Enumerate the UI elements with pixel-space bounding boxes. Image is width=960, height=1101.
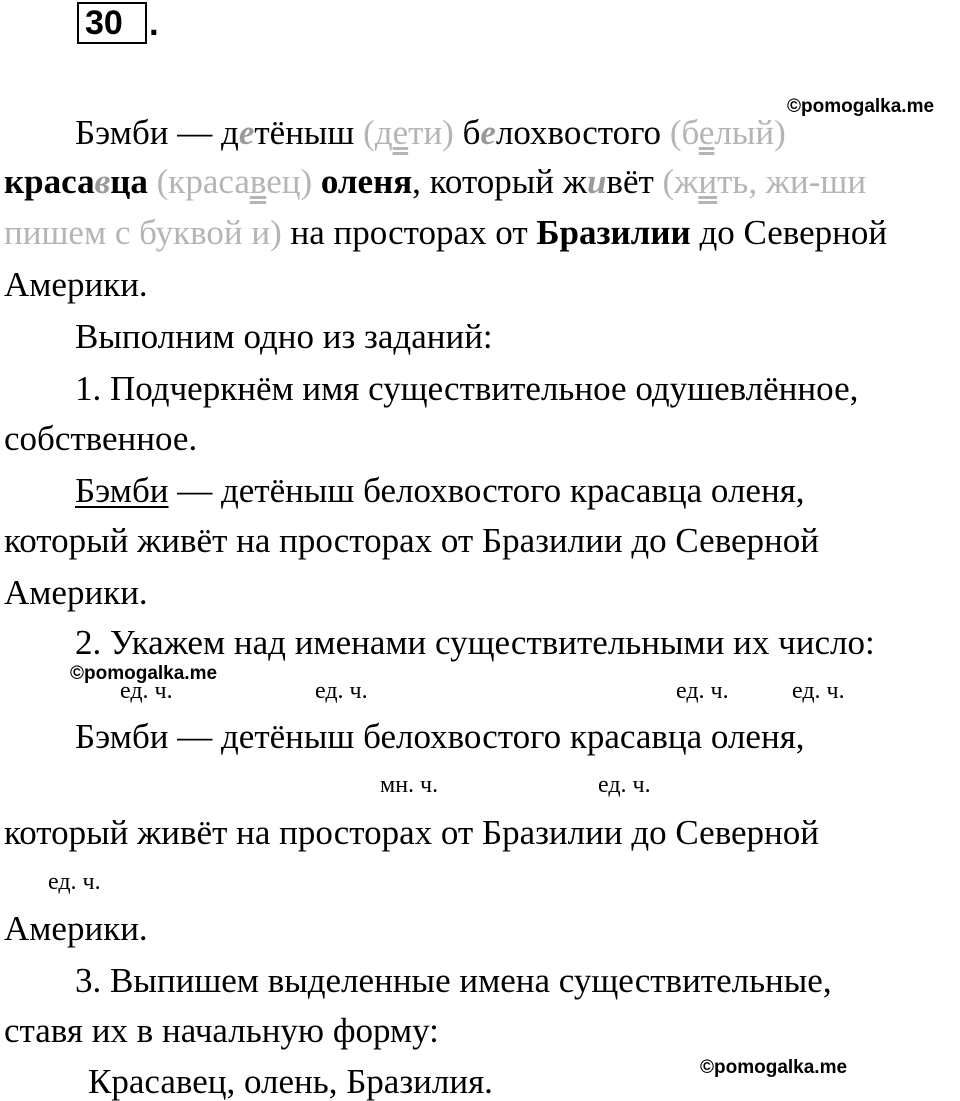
- exercise-number-dot: .: [149, 4, 159, 43]
- task1-sentence-1: Бэмби — детёныш белохвостого красавца оленя,: [75, 471, 805, 510]
- number-label-4: ед. ч.: [792, 678, 845, 704]
- task1-line-2: собственное.: [4, 419, 198, 458]
- task2-sentence-2: который живёт на просторах от Бразилии до Северной: [4, 813, 820, 852]
- number-label-1: ед. ч.: [120, 678, 173, 704]
- exercise-number: 30: [85, 4, 123, 42]
- watermark-bottom: ©pomogalka.me: [700, 1057, 848, 1078]
- watermark-middle: ©pomogalka.me: [70, 663, 218, 684]
- task1-sentence-3: Америки.: [4, 573, 148, 612]
- task3-line-2: ставя их в начальную форму:: [4, 1011, 439, 1050]
- exercise-number-box: [77, 2, 147, 44]
- number-label-3: ед. ч.: [676, 678, 729, 704]
- task2-sentence-1: Бэмби — детёныш белохвостого красавца оленя,: [75, 717, 805, 756]
- p1-line-2: красавца (красавец) оленя, который живёт (жить, жи-ши: [4, 162, 867, 201]
- task1-line-1: 1. Подчеркнём имя существительное одушевлённое,: [75, 369, 859, 408]
- p1-line-1: Бэмби — детёныш (дети) белохвостого (белый): [75, 113, 786, 152]
- task3-answer: Красавец, олень, Бразилия.: [88, 1062, 493, 1101]
- task2-sentence-3: Америки.: [4, 909, 148, 948]
- task2-line-1: 2. Укажем над именами существительными их число:: [75, 623, 875, 662]
- task1-sentence-2: который живёт на просторах от Бразилии до Северной: [4, 521, 820, 560]
- number-label-7: ед. ч.: [48, 869, 101, 895]
- p1-line-3: пишем с буквой и) на просторах от Бразилии до Северной: [4, 213, 888, 252]
- watermark-top: ©pomogalka.me: [787, 96, 935, 117]
- number-label-6: ед. ч.: [598, 772, 651, 798]
- underlined-noun: Бэмби: [75, 471, 169, 510]
- p1-line-4: Америки.: [4, 265, 148, 304]
- number-label-5: мн. ч.: [380, 772, 439, 798]
- task3-line-1: 3. Выпишем выделенные имена существительные,: [75, 961, 832, 1000]
- intro-line: Выполним одно из заданий:: [75, 317, 493, 356]
- number-label-2: ед. ч.: [315, 678, 368, 704]
